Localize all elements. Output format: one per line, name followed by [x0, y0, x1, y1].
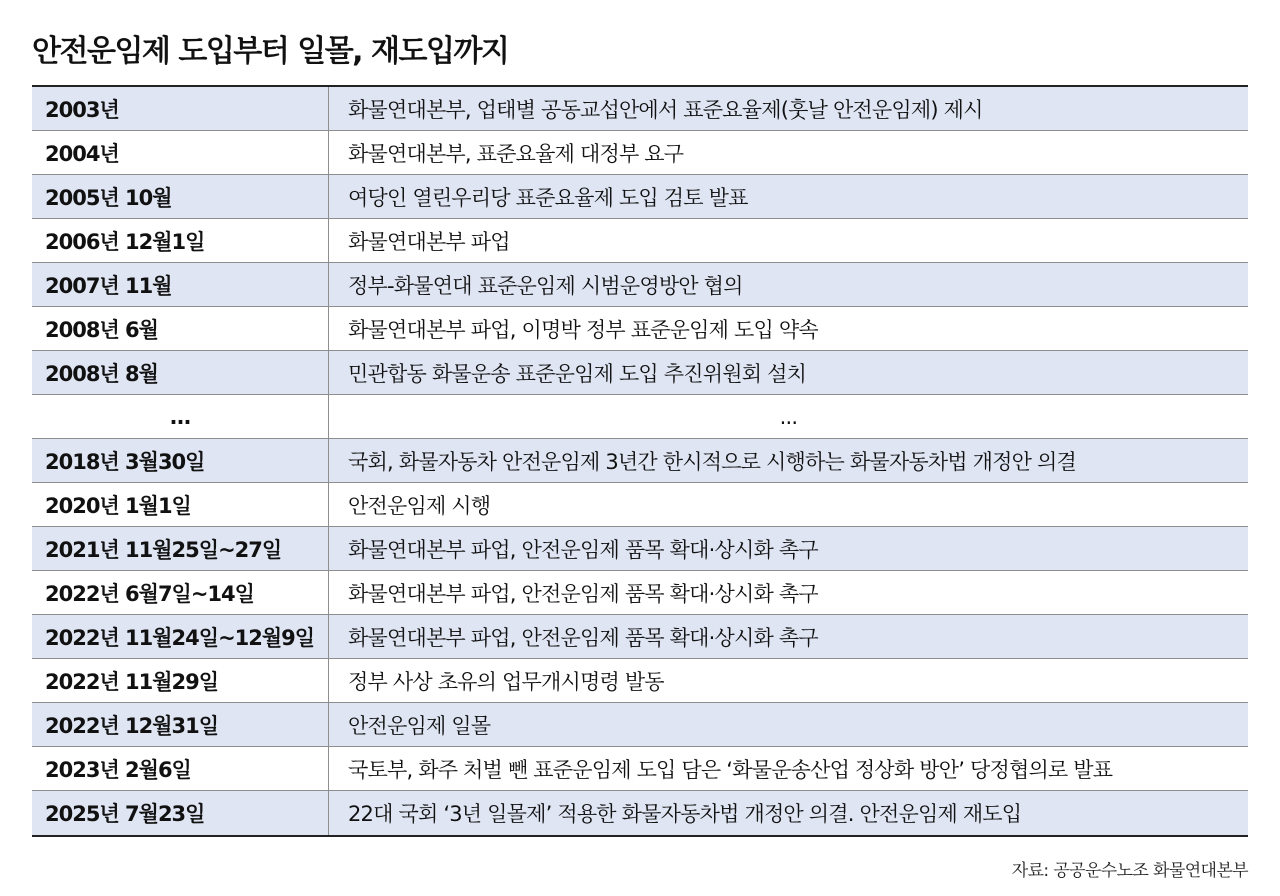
timeline-table [32, 85, 1248, 837]
date-cell: 2021년 11월25일~27일 [32, 527, 329, 570]
table-row [32, 527, 1248, 571]
event-cell: 국토부, 화주 처벌 뺀 표준운임제 도입 담은 ‘화물운송산업 정상화 방안’ 당정협의로 발표 [348, 757, 1113, 782]
event-cell: 안전운임제 일몰 [348, 713, 491, 738]
table-row-ellipsis [32, 395, 1248, 439]
date-cell: 2007년 11월 [32, 263, 329, 306]
date-cell: 2018년 3월30일 [32, 439, 329, 482]
event-cell: ... [779, 404, 798, 429]
date-cell: 2003년 [32, 87, 329, 130]
table-row [32, 219, 1248, 263]
table-row [32, 791, 1248, 835]
table-row [32, 483, 1248, 527]
date-cell: 2022년 11월24일~12월9일 [32, 615, 329, 658]
table-row [32, 571, 1248, 615]
date-cell: 2008년 6월 [32, 307, 329, 350]
event-cell: 화물연대본부 파업, 안전운임제 품목 확대·상시화 촉구 [348, 581, 818, 606]
date-cell: ... [32, 395, 329, 438]
source-note: 자료: 공공운수노조 화물연대본부 [1011, 861, 1248, 881]
table-row [32, 439, 1248, 483]
date-cell: 2025년 7월23일 [32, 791, 329, 835]
date-cell: 2022년 11월29일 [32, 659, 329, 702]
date-cell: 2022년 6월7일~14일 [32, 571, 329, 614]
table-row [32, 263, 1248, 307]
date-cell: 2005년 10월 [32, 175, 329, 218]
table-row [32, 131, 1248, 175]
event-cell: 국회, 화물자동차 안전운임제 3년간 한시적으로 시행하는 화물자동차법 개정안 의결 [348, 449, 1076, 474]
date-cell: 2022년 12월31일 [32, 703, 329, 746]
event-cell: 화물연대본부 파업 [348, 229, 510, 254]
table-row [32, 351, 1248, 395]
date-cell: 2020년 1월1일 [32, 483, 329, 526]
event-cell: 여당인 열린우리당 표준요율제 도입 검토 발표 [348, 185, 748, 210]
event-cell: 화물연대본부, 업태별 공동교섭안에서 표준요율제(훗날 안전운임제) 제시 [348, 97, 983, 122]
page-title: 안전운임제 도입부터 일몰, 재도입까지 [32, 34, 509, 69]
table-row [32, 87, 1248, 131]
table-row [32, 659, 1248, 703]
date-cell: 2004년 [32, 131, 329, 174]
event-cell: 안전운임제 시행 [348, 493, 491, 518]
date-cell: 2006년 12월1일 [32, 219, 329, 262]
event-cell: 정부-화물연대 표준운임제 시범운영방안 협의 [348, 273, 743, 298]
table-row [32, 175, 1248, 219]
event-cell: 22대 국회 ‘3년 일몰제’ 적용한 화물자동차법 개정안 의결. 안전운임제 재도입 [348, 802, 1022, 826]
table-row [32, 703, 1248, 747]
event-cell: 화물연대본부 파업, 이명박 정부 표준운임제 도입 약속 [348, 317, 818, 342]
event-cell: 민관합동 화물운송 표준운임제 도입 추진위원회 설치 [348, 361, 807, 386]
table-row [32, 615, 1248, 659]
event-cell: 화물연대본부 파업, 안전운임제 품목 확대·상시화 촉구 [348, 625, 818, 650]
table-row [32, 747, 1248, 791]
event-cell: 정부 사상 초유의 업무개시명령 발동 [348, 669, 664, 694]
event-cell: 화물연대본부 파업, 안전운임제 품목 확대·상시화 촉구 [348, 537, 818, 562]
table-row [32, 307, 1248, 351]
date-cell: 2023년 2월6일 [32, 747, 329, 790]
event-cell: 화물연대본부, 표준요율제 대정부 요구 [348, 141, 684, 166]
date-cell: 2008년 8월 [32, 351, 329, 394]
